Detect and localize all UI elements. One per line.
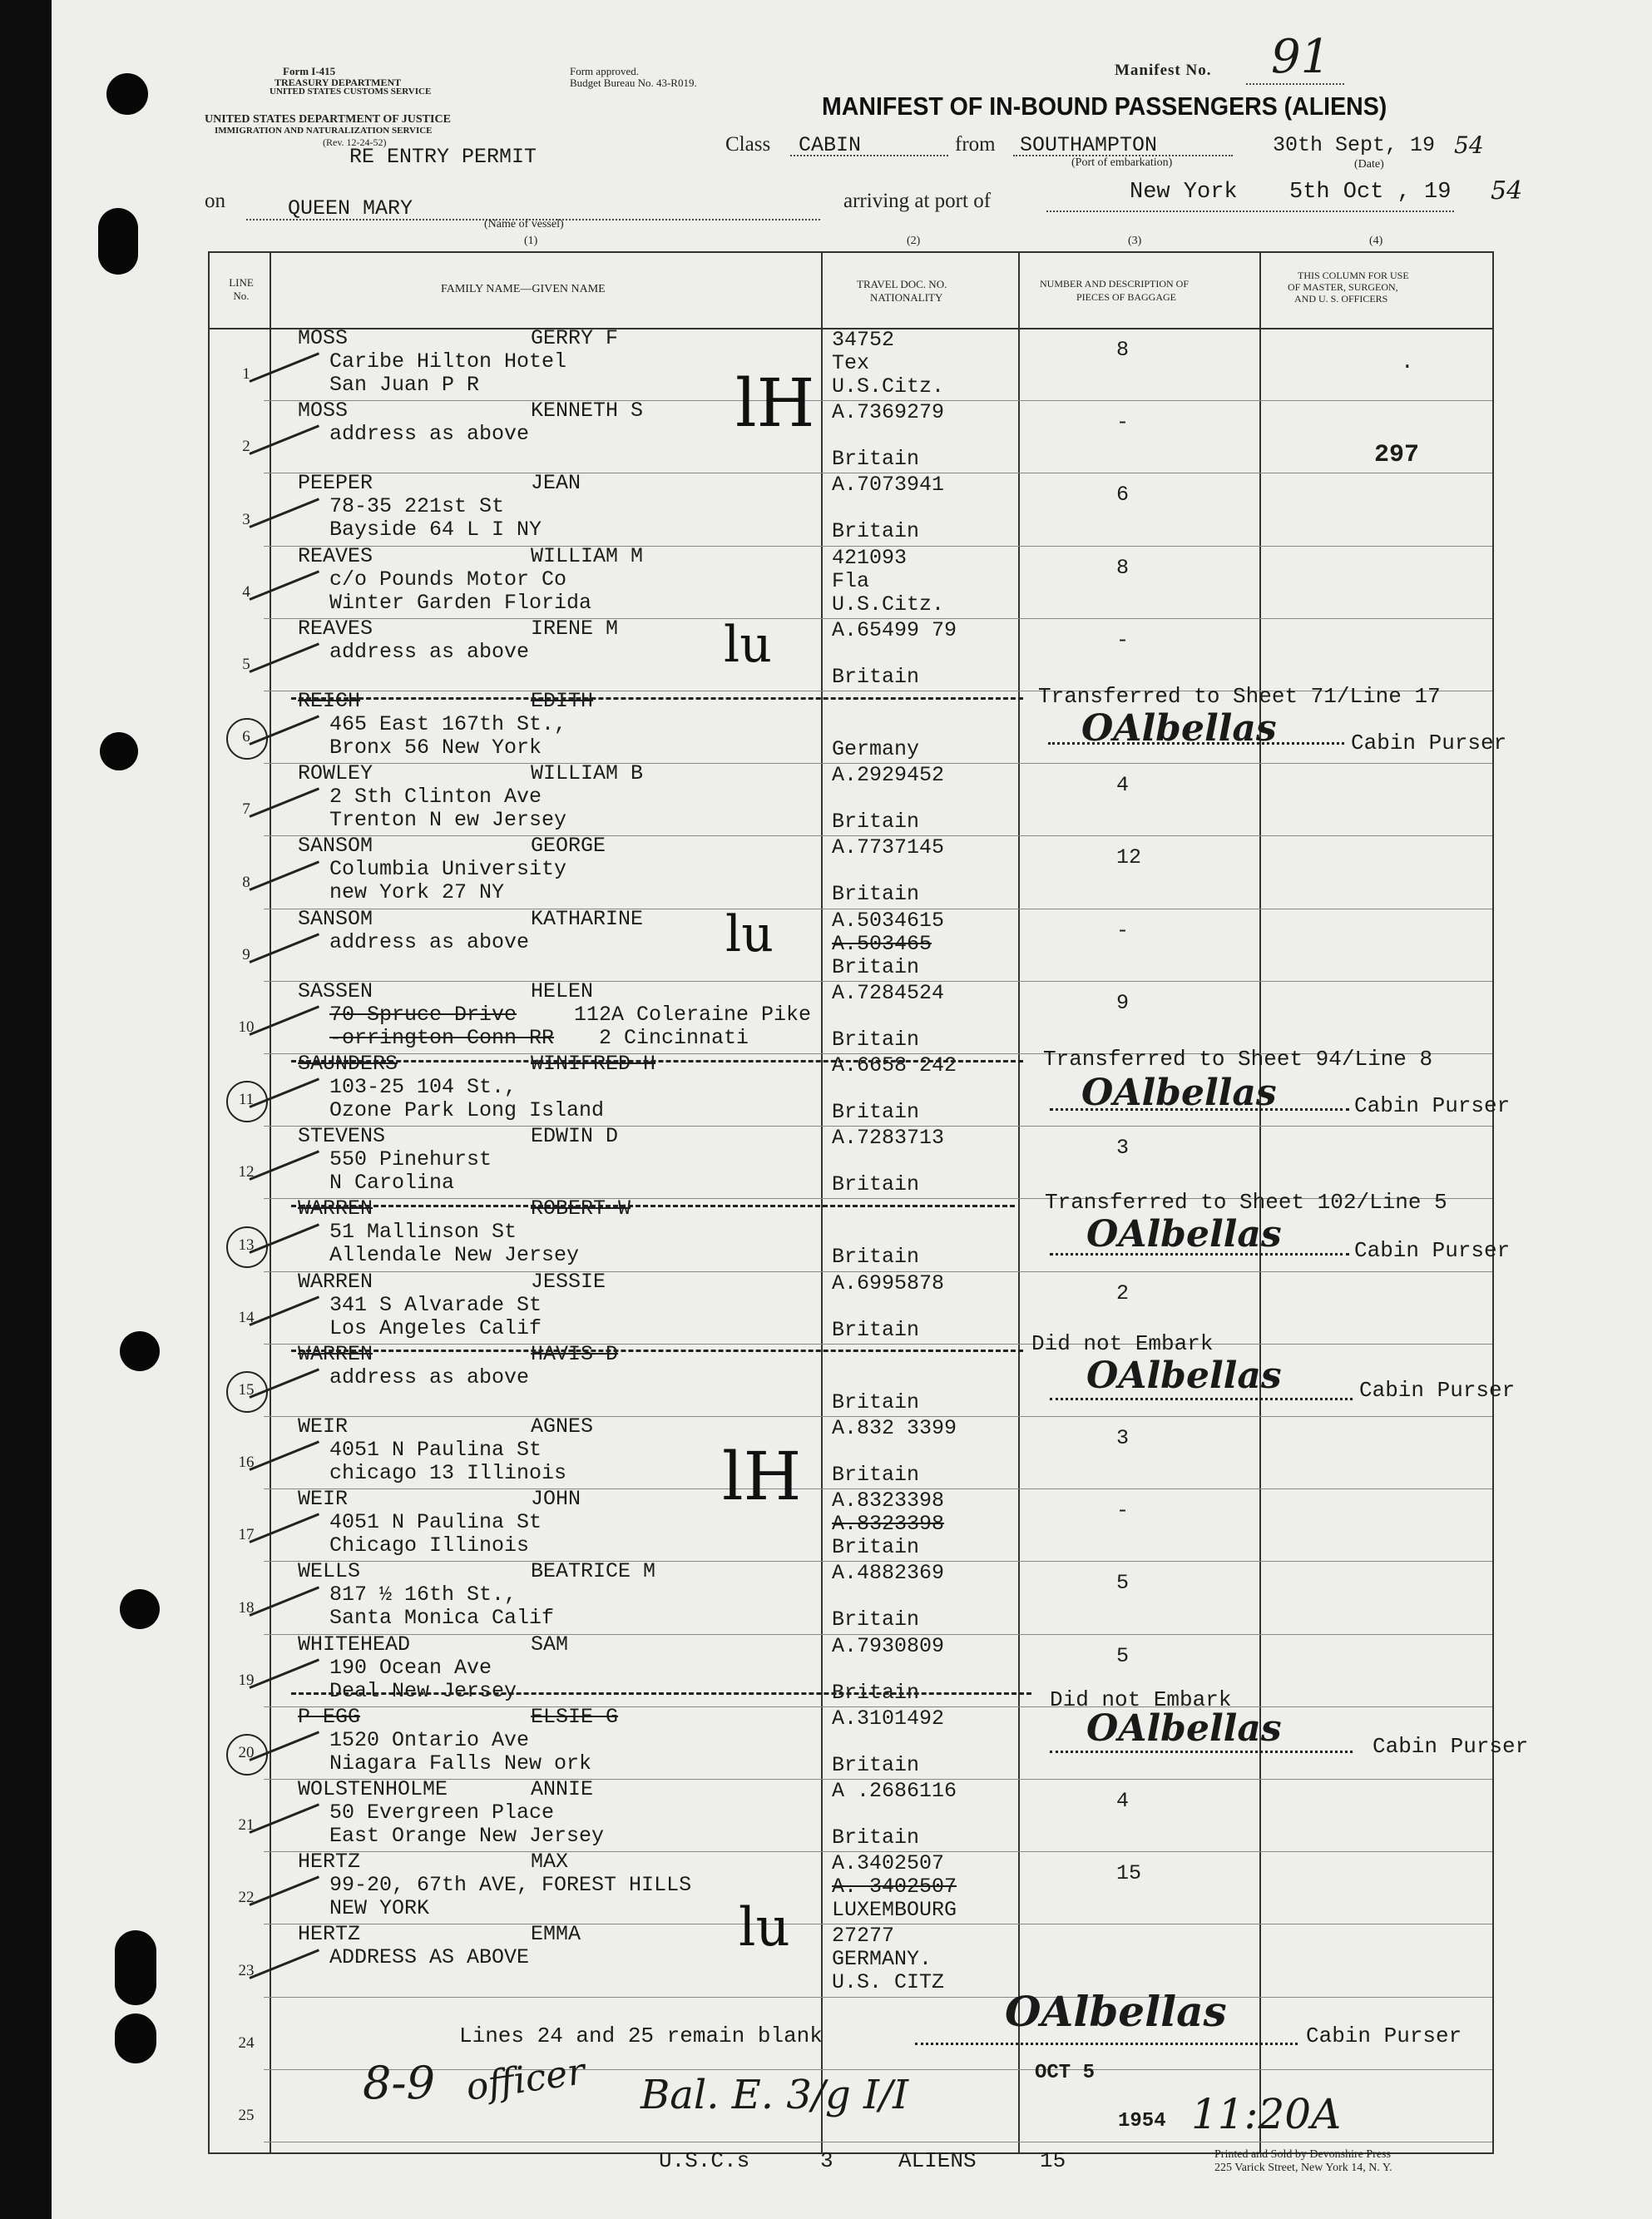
embark-date: 30th Sept, 19 — [1273, 133, 1436, 157]
nationality: Britain — [832, 882, 920, 907]
line-number: 6 — [242, 728, 250, 746]
address-line-1: c/o Pounds Motor Co — [329, 567, 567, 592]
line-number: 23 — [238, 1961, 255, 1979]
column-1-number: (1) — [524, 235, 538, 247]
travel-doc-number: A.65499 79 — [832, 617, 957, 642]
baggage-count: 12 — [1116, 845, 1142, 870]
line-number: 1 — [242, 365, 250, 384]
given-name: IRENE M — [531, 616, 619, 641]
reentry-permit: RE ENTRY PERMIT — [349, 145, 537, 169]
family-name: HERTZ — [298, 1850, 361, 1875]
header-baggage: NUMBER AND DESCRIPTION OF — [1040, 278, 1190, 290]
purser-signature: OAlbellas — [1081, 1072, 1277, 1114]
line-number: 13 — [238, 1236, 255, 1254]
address-line-2: Trenton N ew Jersey — [329, 808, 567, 833]
nationality: Britain — [832, 1752, 920, 1777]
header-officers-3: AND U. S. OFFICERS — [1294, 293, 1388, 305]
class-value: CABIN — [799, 133, 862, 157]
address-line-1: address as above — [329, 422, 530, 447]
given-name: ROBERT W — [531, 1196, 631, 1221]
stamp-time: 11:20A — [1191, 2090, 1342, 2138]
given-name: KENNETH S — [531, 399, 644, 423]
family-name: PEEPER — [298, 471, 373, 496]
travel-doc-extra: A.503465 — [832, 931, 932, 956]
address-line-2: chicago 13 Illinois — [329, 1461, 567, 1485]
address-line-2: East Orange New Jersey — [329, 1824, 605, 1848]
nationality: Britain — [832, 1825, 920, 1850]
address-line-1: 50 Evergreen Place — [329, 1800, 555, 1825]
given-name: SAM — [531, 1632, 569, 1657]
address-line-2: Ozone Park Long Island — [329, 1098, 605, 1122]
handwritten-mark: lH — [735, 364, 815, 442]
vessel-caption: (Name of vessel) — [484, 218, 564, 230]
vessel-name: QUEEN MARY — [288, 196, 413, 220]
travel-doc-number: 34752 — [832, 328, 895, 352]
travel-doc-number: A.2929452 — [832, 763, 945, 788]
lines-24-25-note: Lines 24 and 25 remain blank — [459, 2023, 823, 2048]
purser-label: Cabin Purser — [1359, 1378, 1516, 1403]
nationality: Britain — [832, 1100, 920, 1124]
address-line-2: Winter Garden Florida — [329, 590, 592, 615]
address-line-1: 70 Spruce Drive — [329, 1002, 517, 1027]
baggage-count: - — [1116, 1498, 1130, 1523]
address-line-2: Santa Monica Calif — [329, 1606, 555, 1631]
address-line-2: Niagara Falls New ork — [329, 1751, 592, 1776]
address-line-1: Columbia University — [329, 857, 567, 882]
travel-doc-extra: GERMANY. — [832, 1947, 932, 1972]
line-number: 21 — [238, 1816, 255, 1835]
baggage-count: 8 — [1116, 555, 1130, 580]
travel-doc-extra: A.8323398 — [832, 1512, 945, 1537]
nationality: LUXEMBOURG — [832, 1898, 957, 1923]
travel-doc-number: 421093 — [832, 545, 908, 570]
line-number: 24 — [238, 2033, 255, 2052]
date-caption: (Date) — [1354, 158, 1384, 171]
address-line-1: 99-20, 67th AVE, FOREST HILLS — [329, 1873, 692, 1898]
travel-doc-number: A.7283713 — [832, 1126, 945, 1151]
stamp-date: OCT 5 — [1035, 2062, 1096, 2084]
header-officers-2: OF MASTER, SURGEON, — [1288, 281, 1398, 293]
family-name: WELLS — [298, 1559, 361, 1584]
address-line-2: Allendale New Jersey — [329, 1243, 580, 1268]
line-number: 18 — [238, 1598, 255, 1617]
given-name: GEORGE — [531, 834, 606, 859]
given-name: ELSIE G — [531, 1704, 619, 1729]
column-3-number: (3) — [1128, 235, 1142, 247]
address-line-2: -orrington Conn RR — [329, 1025, 555, 1050]
port-embark-caption: (Port of embarkation) — [1071, 156, 1173, 169]
nationality: Britain — [832, 1245, 920, 1270]
customs-label: UNITED STATES CUSTOMS SERVICE — [270, 87, 432, 97]
header-officers: THIS COLUMN FOR USE — [1298, 270, 1409, 281]
given-name: JEAN — [531, 471, 581, 496]
embark-year: 54 — [1454, 131, 1484, 159]
address-line-2: new York 27 NY — [329, 880, 505, 905]
handwritten-8-9: 8-9 — [363, 2057, 435, 2109]
address-line-1: 817 ½ 16th St., — [329, 1583, 517, 1607]
travel-doc-number: A.7737145 — [832, 835, 945, 860]
baggage-count: - — [1116, 627, 1130, 652]
manifest-number: 91 — [1271, 30, 1331, 84]
line-number: 7 — [242, 800, 250, 819]
binder-hole — [120, 1331, 160, 1371]
given-name: MAX — [531, 1850, 569, 1875]
baggage-count: 8 — [1116, 338, 1130, 362]
col4-dot: . — [1401, 349, 1414, 374]
given-name: AGNES — [531, 1414, 594, 1439]
purser-signature: OAlbellas — [1086, 1707, 1282, 1750]
nationality: U.S.Citz. — [832, 374, 945, 399]
printer-line-2: 225 Varick Street, New York 14, N. Y. — [1214, 2162, 1392, 2174]
baggage-count: - — [1116, 410, 1130, 435]
travel-doc-extra: Tex — [832, 351, 870, 375]
binder-hole — [98, 208, 138, 275]
family-name: SANSOM — [298, 906, 373, 931]
address-line-1: 550 Pinehurst — [329, 1147, 492, 1172]
treasury-label: TREASURY DEPARTMENT — [275, 77, 402, 88]
family-name: MOSS — [298, 326, 349, 350]
address-line-2: Chicago Illinois — [329, 1533, 530, 1558]
address-line-2: Deal New Jersey — [329, 1678, 517, 1703]
travel-doc-extra: A. 3402507 — [832, 1875, 957, 1900]
family-name: REAVES — [298, 543, 373, 568]
family-name: WARREN — [298, 1196, 373, 1221]
address-line-1: Caribe Hilton Hotel — [329, 349, 567, 374]
family-name: STEVENS — [298, 1124, 386, 1149]
line-number: 5 — [242, 656, 250, 673]
printer-line-1: Printed and Sold by Devonshire Press — [1214, 2148, 1391, 2161]
nationality: Britain — [832, 810, 920, 835]
baggage-count: 4 — [1116, 773, 1130, 798]
header-name: FAMILY NAME—GIVEN NAME — [441, 283, 606, 295]
address-line-2: NEW YORK — [329, 1896, 430, 1921]
handwritten-mark: lu — [739, 1897, 790, 1959]
header-travel-doc: TRAVEL DOC. NO. — [857, 278, 947, 290]
travel-doc-number: A.4882369 — [832, 1561, 945, 1586]
travel-doc-number: A.6995878 — [832, 1270, 945, 1295]
travel-doc-number: A.7284524 — [832, 980, 945, 1005]
line-number: 2 — [242, 438, 250, 456]
given-name: HELEN — [531, 978, 594, 1003]
given-name: KATHARINE — [531, 906, 644, 931]
purser-label: Cabin Purser — [1354, 1093, 1511, 1118]
family-name: REAVES — [298, 616, 373, 641]
nationality: U.S.Citz. — [832, 592, 945, 617]
travel-doc-number: A.5034615 — [832, 908, 945, 933]
travel-doc-number: A.7930809 — [832, 1633, 945, 1658]
transfer-note-13: Transferred to Sheet 102/Line 5 — [1045, 1190, 1447, 1215]
uscs-count: 3 — [820, 2148, 833, 2173]
purser-signature: OAlbellas — [1081, 707, 1277, 750]
port-of-arrival: New York — [1130, 180, 1238, 205]
form-number: Form I-415 — [283, 65, 336, 77]
line-number: 4 — [242, 582, 250, 601]
nationality: Britain — [832, 1680, 920, 1705]
family-name: WHITEHEAD — [298, 1632, 411, 1657]
baggage-count: 2 — [1116, 1280, 1130, 1305]
purser-signature: OAlbellas — [1086, 1213, 1282, 1256]
address-line-2: Bronx 56 New York — [329, 736, 542, 760]
address-line-2: Bayside 64 L I NY — [329, 518, 542, 542]
revision-label: (Rev. 12-24-52) — [323, 136, 387, 148]
given-name: HAVIS D — [531, 1341, 619, 1366]
nationality: U.S. CITZ — [832, 1970, 945, 1995]
baggage-count: - — [1116, 918, 1130, 943]
handwritten-bal: Bal. E. 3/g I/I — [641, 2072, 909, 2118]
line-number: 19 — [238, 1671, 255, 1689]
line-number: 10 — [238, 1018, 255, 1036]
family-name: WOLSTENHOLME — [298, 1777, 448, 1801]
transfer-note-6: Transferred to Sheet 71/Line 17 — [1038, 684, 1441, 709]
handwritten-mark: lu — [724, 616, 772, 674]
from-label: from — [955, 133, 996, 156]
given-name: EDWIN D — [531, 1124, 619, 1149]
line-number: 12 — [238, 1163, 255, 1181]
address-line-1: 4051 N Paulina St — [329, 1510, 542, 1535]
nationality: Germany — [832, 737, 920, 761]
class-label: Class — [725, 133, 771, 156]
binder-hole — [120, 1589, 160, 1629]
nationality: Britain — [832, 1172, 920, 1197]
header-baggage-2: PIECES OF BAGGAGE — [1076, 291, 1177, 303]
header-nationality: NATIONALITY — [870, 291, 943, 304]
family-name: REICH — [298, 689, 361, 713]
col4-number: 297 — [1374, 441, 1420, 469]
travel-doc-number: A .2686116 — [832, 1779, 957, 1803]
given-name: WILLIAM M — [531, 543, 644, 568]
family-name: WEIR — [298, 1487, 349, 1512]
address-line-1: 51 Mallinson St — [329, 1220, 517, 1245]
family-name: ROWLEY — [298, 761, 373, 786]
family-name: WEIR — [298, 1414, 349, 1439]
travel-doc-number: A.6658 242 — [832, 1053, 957, 1077]
nationality: Britain — [832, 1463, 920, 1487]
family-name: HERTZ — [298, 1922, 361, 1947]
purser-label: Cabin Purser — [1306, 2023, 1462, 2048]
transfer-note-11: Transferred to Sheet 94/Line 8 — [1043, 1047, 1433, 1072]
justice-label: UNITED STATES DEPARTMENT OF JUSTICE — [205, 113, 451, 126]
address-line-2: Los Angeles Calif — [329, 1315, 542, 1340]
uscs-label: U.S.C.s — [659, 2148, 750, 2173]
address-line-2: N Carolina — [329, 1171, 455, 1196]
baggage-count: 5 — [1116, 1571, 1130, 1596]
binder-hole — [106, 73, 148, 115]
not-embark-15: Did not Embark — [1031, 1331, 1214, 1356]
travel-doc-number: A.7369279 — [832, 400, 945, 425]
baggage-count: 5 — [1116, 1643, 1130, 1668]
nationality: Britain — [832, 1607, 920, 1632]
purser-signature: OAlbellas — [1005, 1987, 1227, 2036]
baggage-count: 3 — [1116, 1426, 1130, 1450]
address-line-1: 190 Ocean Ave — [329, 1655, 492, 1680]
nationality: Britain — [832, 447, 920, 472]
ins-label: IMMIGRATION AND NATURALIZATION SERVICE — [215, 126, 433, 136]
nationality: Britain — [832, 1535, 920, 1560]
address-line-1: address as above — [329, 639, 530, 664]
line-number: 22 — [238, 1889, 255, 1907]
aliens-count: 15 — [1040, 2148, 1066, 2173]
arrival-year: 54 — [1491, 176, 1523, 206]
column-2-number: (2) — [907, 235, 921, 247]
nationality: Britain — [832, 519, 920, 544]
baggage-count: 4 — [1116, 1789, 1130, 1813]
binder-hole — [115, 1930, 156, 2005]
family-name: P EGG — [298, 1704, 361, 1729]
address-line-2-new: 2 Cincinnati — [599, 1025, 749, 1050]
baggage-count: 3 — [1116, 1136, 1130, 1161]
travel-doc-number: A.3101492 — [832, 1706, 945, 1731]
form-approved: Form approved. — [570, 65, 640, 77]
travel-doc-number: A.832 3399 — [832, 1416, 957, 1440]
given-name: WILLIAM B — [531, 761, 644, 786]
purser-label: Cabin Purser — [1373, 1734, 1529, 1759]
purser-label: Cabin Purser — [1354, 1238, 1511, 1263]
family-name: SANSOM — [298, 834, 373, 859]
given-name: JOHN — [531, 1487, 581, 1512]
address-line-1: ADDRESS AS ABOVE — [329, 1945, 530, 1970]
line-number: 11 — [238, 1091, 255, 1109]
nationality: Britain — [832, 954, 920, 979]
nationality: Britain — [832, 1317, 920, 1342]
not-embark-20: Did not Embark — [1050, 1687, 1232, 1712]
family-name: WARREN — [298, 1341, 373, 1366]
address-line-1-new: 112A Coleraine Pike — [574, 1002, 812, 1027]
line-number: 20 — [238, 1744, 255, 1761]
given-name: EMMA — [531, 1922, 581, 1947]
line-number: 9 — [242, 945, 250, 963]
line-number: 16 — [238, 1454, 255, 1472]
baggage-count: 9 — [1116, 990, 1130, 1015]
handwritten-mark: lH — [722, 1438, 802, 1515]
line-number: 8 — [242, 873, 250, 891]
line-number: 14 — [238, 1308, 255, 1326]
column-4-number: (4) — [1369, 235, 1383, 247]
travel-doc-number: A.8323398 — [832, 1488, 945, 1513]
address-line-1: 2 Sth Clinton Ave — [329, 785, 542, 810]
line-number: 25 — [238, 2107, 255, 2124]
address-line-1: 341 S Alvarade St — [329, 1292, 542, 1317]
family-name: SAUNDERS — [298, 1052, 398, 1076]
baggage-count: 15 — [1116, 1861, 1142, 1886]
purser-label: Cabin Purser — [1351, 731, 1507, 755]
given-name: ANNIE — [531, 1777, 594, 1801]
line-number: 3 — [242, 510, 250, 528]
address-line-1: 4051 N Paulina St — [329, 1438, 542, 1462]
address-line-1: 78-35 221st St — [329, 494, 505, 519]
address-line-2: San Juan P R — [329, 373, 480, 397]
given-name: WINIFRED H — [531, 1052, 656, 1076]
manifest-no-label: Manifest No. — [1115, 62, 1212, 79]
family-name: SASSEN — [298, 978, 373, 1003]
travel-doc-number: A.7073941 — [832, 473, 945, 498]
aliens-label: ALIENS — [898, 2148, 977, 2173]
port-of-embarkation: SOUTHAMPTON — [1020, 133, 1158, 157]
travel-doc-number: A.3402507 — [832, 1851, 945, 1876]
given-name: JESSIE — [531, 1269, 606, 1294]
address-line-1: 1520 Ontario Ave — [329, 1727, 530, 1752]
line-number: 17 — [238, 1526, 255, 1544]
address-line-1: 103-25 104 St., — [329, 1075, 517, 1099]
given-name: BEATRICE M — [531, 1559, 656, 1584]
given-name: EDITH — [531, 689, 594, 713]
address-line-1: address as above — [329, 1365, 530, 1389]
on-label: on — [205, 190, 225, 212]
address-line-1: 465 East 167th St., — [329, 712, 567, 736]
nationality: Britain — [832, 1389, 920, 1414]
manifest-title: MANIFEST OF IN-BOUND PASSENGERS (ALIENS) — [822, 92, 1387, 121]
arrival-date: 5th Oct , 19 — [1289, 180, 1452, 205]
given-name: GERRY F — [531, 326, 619, 350]
line-number: 15 — [238, 1381, 255, 1399]
header-line-no: LINE No. — [229, 276, 254, 302]
family-name: WARREN — [298, 1269, 373, 1294]
family-name: MOSS — [298, 399, 349, 423]
binder-hole — [100, 732, 138, 770]
baggage-count: 6 — [1116, 483, 1130, 508]
address-line-1: address as above — [329, 929, 530, 954]
travel-doc-extra: Fla — [832, 568, 870, 593]
nationality: Britain — [832, 1027, 920, 1052]
travel-doc-number: 27277 — [832, 1924, 895, 1949]
stamp-year: 1954 — [1118, 2110, 1166, 2132]
handwritten-officer: officer — [463, 2050, 588, 2109]
nationality: Britain — [832, 664, 920, 689]
purser-signature: OAlbellas — [1086, 1355, 1282, 1397]
handwritten-mark: lu — [725, 905, 774, 963]
budget-bureau: Budget Bureau No. 43-R019. — [570, 77, 697, 89]
binder-hole — [115, 2013, 156, 2063]
arriving-label: arriving at port of — [843, 190, 992, 212]
